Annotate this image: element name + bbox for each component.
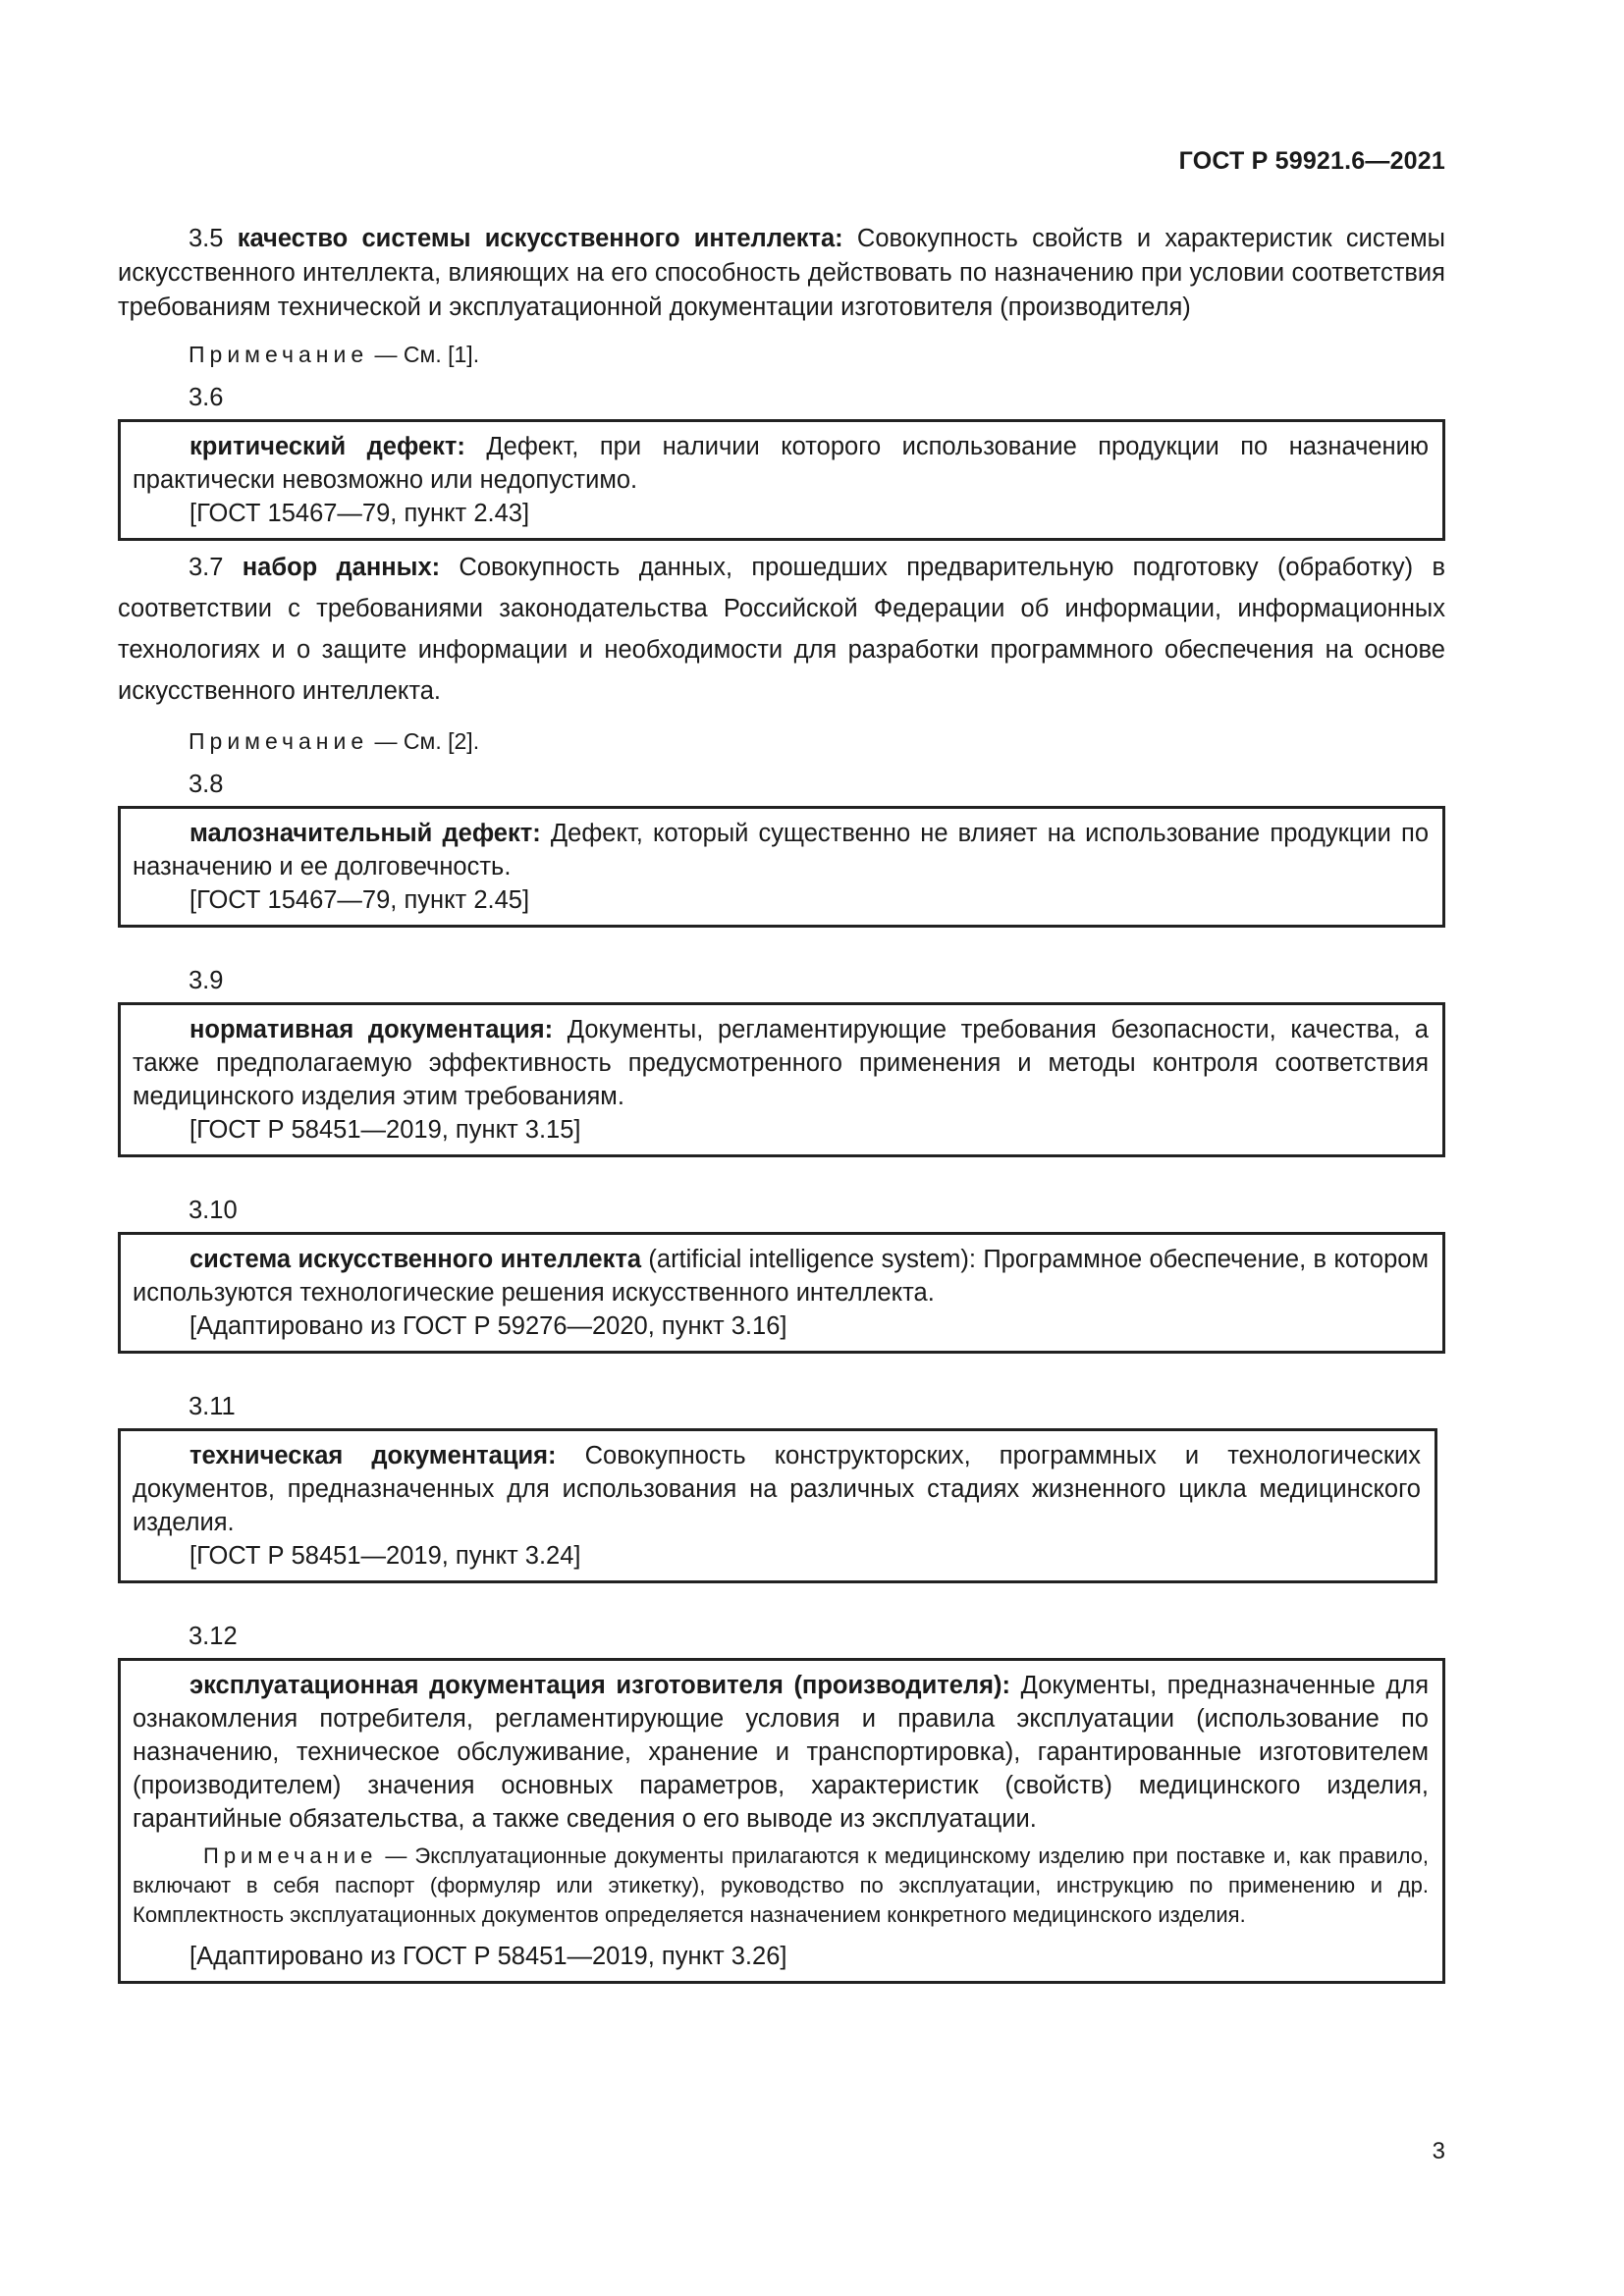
term-title: техническая документация:	[189, 1442, 557, 1469]
definition	[133, 817, 1429, 883]
note	[133, 1842, 1429, 1930]
definition	[133, 430, 1429, 497]
term-title: критический дефект:	[189, 433, 465, 460]
source-reference: [ГОСТ Р 58451—2019, пункт 3.15]	[189, 1116, 581, 1144]
term-definition: Совокупность данных, прошедших предварительную подготовку (обработку) в соответствии с требованиями законодательства Российской Федерации об информации, информационных технологиях и о защите информации и необходимости для разработки программного обеспечения на основе искусственного интеллекта.	[118, 554, 1445, 705]
source-reference: [Адаптировано из ГОСТ Р 58451—2019, пункт 3.26]	[189, 1943, 787, 1970]
term-definition: Дефект, который существенно не влияет на использование продукции по назначению и ее долговечность.	[133, 820, 1429, 881]
entry-number: 3.8	[189, 771, 224, 798]
entry-number: 3.6	[189, 384, 224, 411]
note	[189, 725, 1445, 757]
note-label: Примечание	[189, 342, 369, 367]
terms-section	[118, 222, 1445, 1984]
definition	[133, 1243, 1429, 1309]
entry-number: 3.9	[189, 967, 224, 994]
entry-3-5	[118, 222, 1445, 325]
term-title: нормативная документация:	[189, 1016, 554, 1043]
entry-3-8-box	[118, 806, 1445, 928]
entry-number: 3.12	[189, 1623, 238, 1650]
note-text: — См. [1].	[368, 342, 480, 367]
note-label: Примечание	[203, 1843, 378, 1868]
term-definition: Дефект, при наличии которого использование продукции по назначению практически невозможно или недопустимо.	[133, 433, 1429, 494]
note-label: Примечание	[189, 728, 369, 754]
entry-number: 3.11	[189, 1393, 236, 1420]
term-title: качество системы искусственного интеллекта:	[237, 225, 843, 252]
source-reference: [ГОСТ Р 58451—2019, пункт 3.24]	[189, 1542, 581, 1570]
term-definition: Документы, регламентирующие требования безопасности, качества, а также предполагаемую эффективность предусмотренного применения и методы контроля соответствия медицинского изделия этим требованиям.	[133, 1016, 1429, 1110]
source-reference: [ГОСТ 15467—79, пункт 2.43]	[189, 500, 530, 527]
source-reference: [Адаптировано из ГОСТ Р 59276—2020, пункт 3.16]	[189, 1312, 787, 1340]
document-id: ГОСТ Р 59921.6—2021	[1178, 147, 1445, 175]
entry-3-10-box	[118, 1232, 1445, 1354]
definition	[133, 1013, 1429, 1113]
term-title: малозначительный дефект:	[189, 820, 541, 847]
entry-number: 3.5	[189, 225, 224, 252]
term-definition: Совокупность конструкторских, программных и технологических документов, предназначенных для использования на различных стадиях жизненного цикла медицинского изделия.	[133, 1442, 1421, 1536]
entry-number: 3.7	[189, 554, 224, 581]
definition	[133, 1669, 1429, 1836]
term-definition: (artificial intelligence system): Программное обеспечение, в котором используются технологические решения искусственного интеллекта.	[133, 1246, 1430, 1307]
note	[189, 339, 1445, 370]
page-number: 3	[1432, 2138, 1445, 2164]
note-text: — Эксплуатационные документы прилагаются к медицинскому изделию при поставке и, как правило, включают в себя паспорт (формуляр или этикетку), руководство по эксплуатации, инструкцию по применению и др. Комплектность эксплуатационных документов определяется назначением конкретного медицинского изделия.	[133, 1843, 1429, 1927]
term-title: набор данных:	[242, 554, 441, 581]
entry-3-11-box	[118, 1428, 1437, 1583]
term-title: система искусственного интеллекта	[189, 1246, 642, 1273]
entry-3-7	[118, 547, 1445, 712]
entry-number: 3.10	[189, 1197, 238, 1224]
entry-3-6-box	[118, 419, 1445, 541]
source-reference: [ГОСТ 15467—79, пункт 2.45]	[189, 886, 530, 914]
entry-3-9-box	[118, 1002, 1445, 1157]
term-definition: Совокупность свойств и характеристик системы искусственного интеллекта, влияющих на его способность действовать по назначению при условии соответствия требованиям технической и эксплуатационной документации изготовителя (производителя)	[118, 225, 1446, 321]
term-definition: Документы, предназначенные для ознакомления потребителя, регламентирующие условия и правила эксплуатации (использование по назначению, техническое обслуживание, хранение и транспортировка), гарантированные изготовителем (производителем) значения основных параметров, характеристик (свойств) медицинского изделия, гарантийные обязательства, а также сведения о его выводе из эксплуатации.	[133, 1672, 1430, 1833]
term-title: эксплуатационная документация изготовителя (производителя):	[189, 1672, 1011, 1699]
entry-3-12-box	[118, 1658, 1445, 1984]
note-text: — См. [2].	[368, 728, 480, 754]
definition	[133, 1439, 1421, 1539]
